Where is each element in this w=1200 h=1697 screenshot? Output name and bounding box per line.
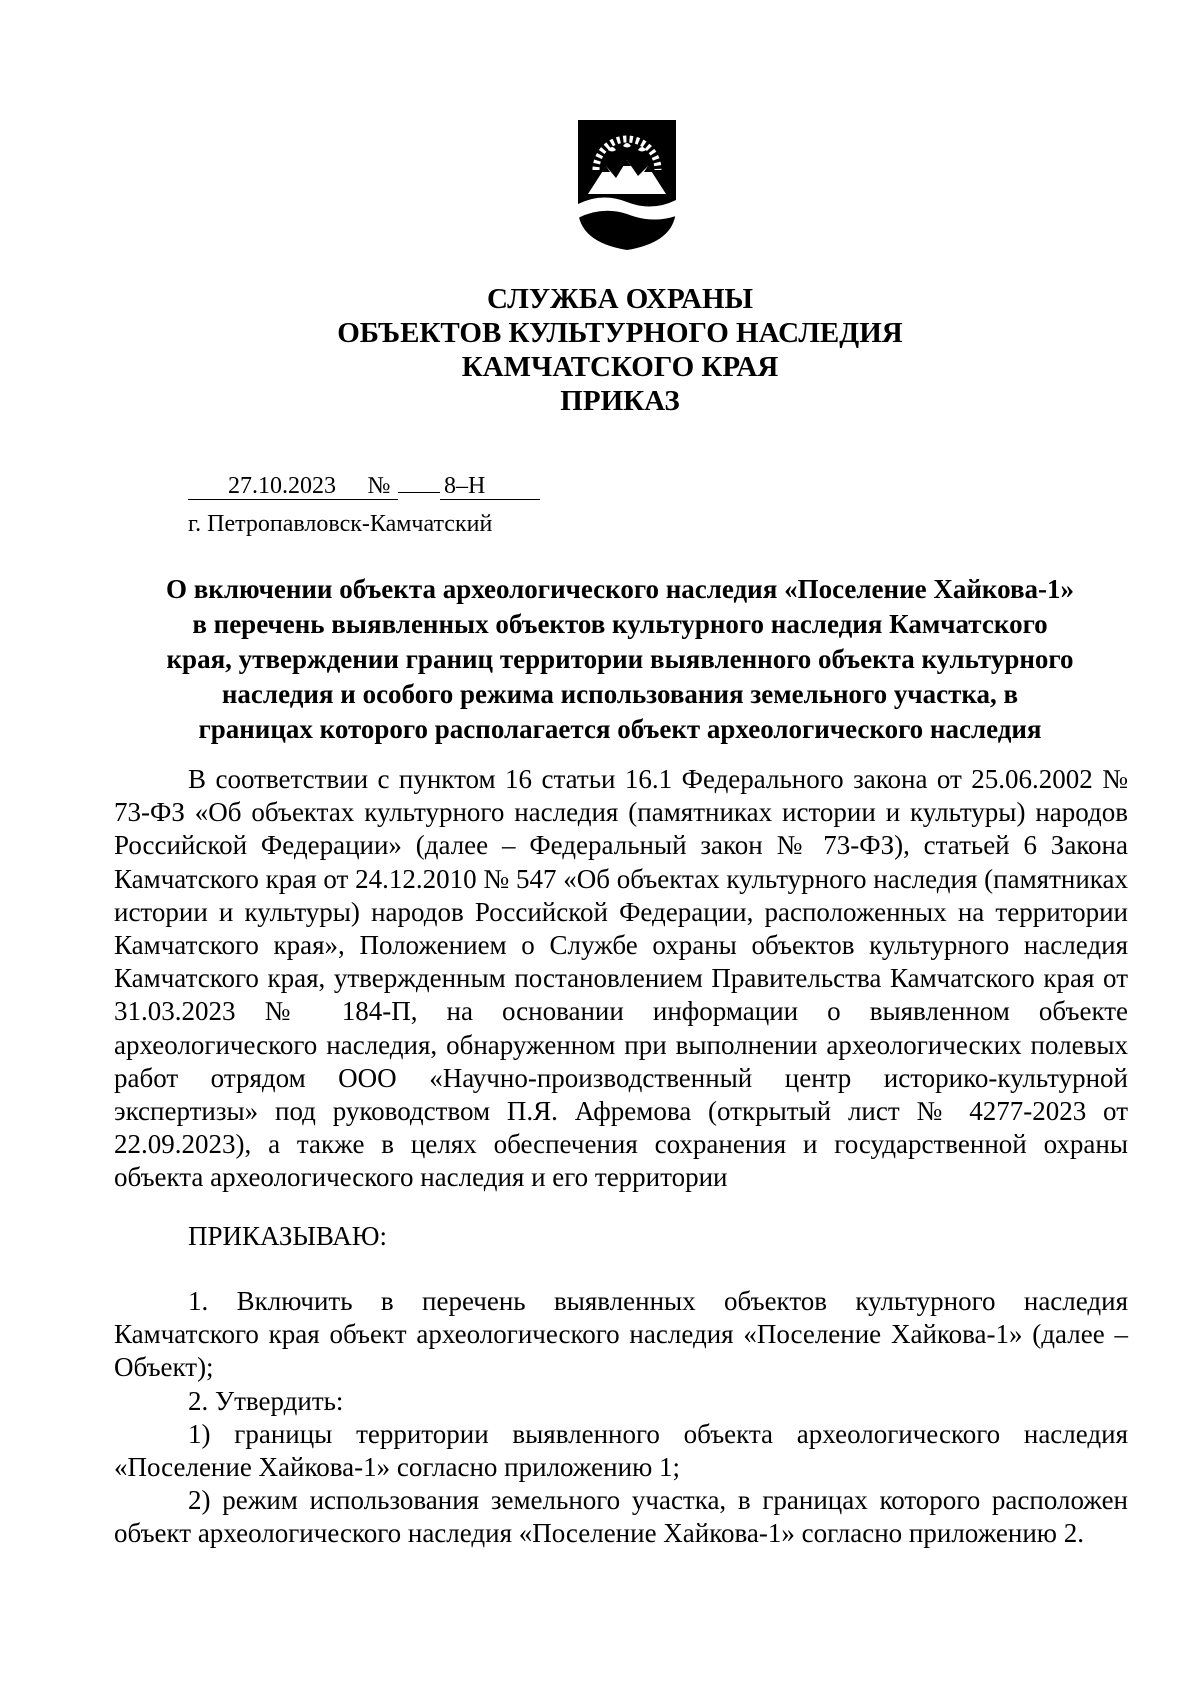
kamchatka-coat-of-arms-icon bbox=[574, 116, 680, 252]
org-name-line-3: КАМЧАТСКОГО КРАЯ bbox=[461, 351, 779, 383]
subject-line-2: в перечень выявленных объектов культурного наследия Камчатского bbox=[192, 609, 1048, 639]
city-line: г. Петропавловск-Камчатский bbox=[188, 511, 493, 537]
organization-header bbox=[0, 282, 1200, 418]
preamble-paragraph: В соответствии с пунктом 16 статьи 16.1 Федерального закона от 25.06.2002 № 73-ФЗ «Об объектах культурного наследия (памятниках истории и культуры) народов Российской Федерации» (далее – Федеральный закон № 73-ФЗ), статьей 6 Закона Камчатского края от 24.12.2010 № 547 «Об объектах культурного наследия (памятниках истории и культуры) народов Российской Федерации, расположенных на территории Камчатского края», Положением о Службе охраны объектов культурного наследия Камчатского края, утвержденным постановлением Правительства Камчатского края от 31.03.2023 № 184-П, на основании информации о выявленном объекте археологического наследия, обнаруженном при выполнении археологических полевых работ отрядом ООО «Научно-производственный центр историко-культурной экспертизы» под руководством П.Я. Афремова (открытый лист № 4277-2023 от 22.09.2023), а также в целях обеспечения сохранения и государственной охраны объекта археологического наследия и его территории bbox=[114, 764, 1128, 1193]
order-word: ПРИКАЗЫВАЮ: bbox=[188, 1221, 387, 1251]
order-item-1: 1. Включить в перечень выявленных объектов культурного наследия Камчатского края объект археологического наследия «Поселение Хайкова-1» (далее – Объект); bbox=[114, 1286, 1128, 1383]
document-subject bbox=[110, 572, 1130, 747]
order-item-2-2: 2) режим использования земельного участка, в границах которого расположен объект археологического наследия «Поселение Хайкова-1» согласно приложению 2. bbox=[114, 1485, 1128, 1549]
subject-line-3: края, утверждении границ территории выявленного объекта культурного bbox=[166, 644, 1074, 674]
order-item-2-1: 1) границы территории выявленного объекта археологического наследия «Поселение Хайкова-1» согласно приложению 1; bbox=[114, 1418, 1128, 1483]
order-date: 27.10.2023 bbox=[188, 473, 360, 500]
number-sign: № bbox=[360, 473, 398, 500]
subject-line-4: наследия и особого режима использования земельного участка, в bbox=[221, 679, 1019, 709]
number-gap bbox=[398, 492, 440, 493]
order-number: 8–Н bbox=[440, 473, 540, 500]
subject-line-5: границах которого располагается объект археологического наследия bbox=[198, 714, 1042, 744]
subject-line-1: О включении объекта археологического наследия «Поселение Хайкова-1» bbox=[165, 574, 1075, 604]
org-name-line-1: СЛУЖБА ОХРАНЫ bbox=[487, 283, 753, 315]
org-name-line-2: ОБЪЕКТОВ КУЛЬТУРНОГО НАСЛЕДИЯ bbox=[337, 317, 903, 349]
preamble-section bbox=[114, 763, 1128, 1195]
order-items bbox=[114, 1285, 1128, 1551]
document-type: ПРИКАЗ bbox=[560, 385, 680, 417]
order-item-2: 2. Утвердить: bbox=[188, 1385, 344, 1416]
date-number-line bbox=[188, 472, 540, 500]
